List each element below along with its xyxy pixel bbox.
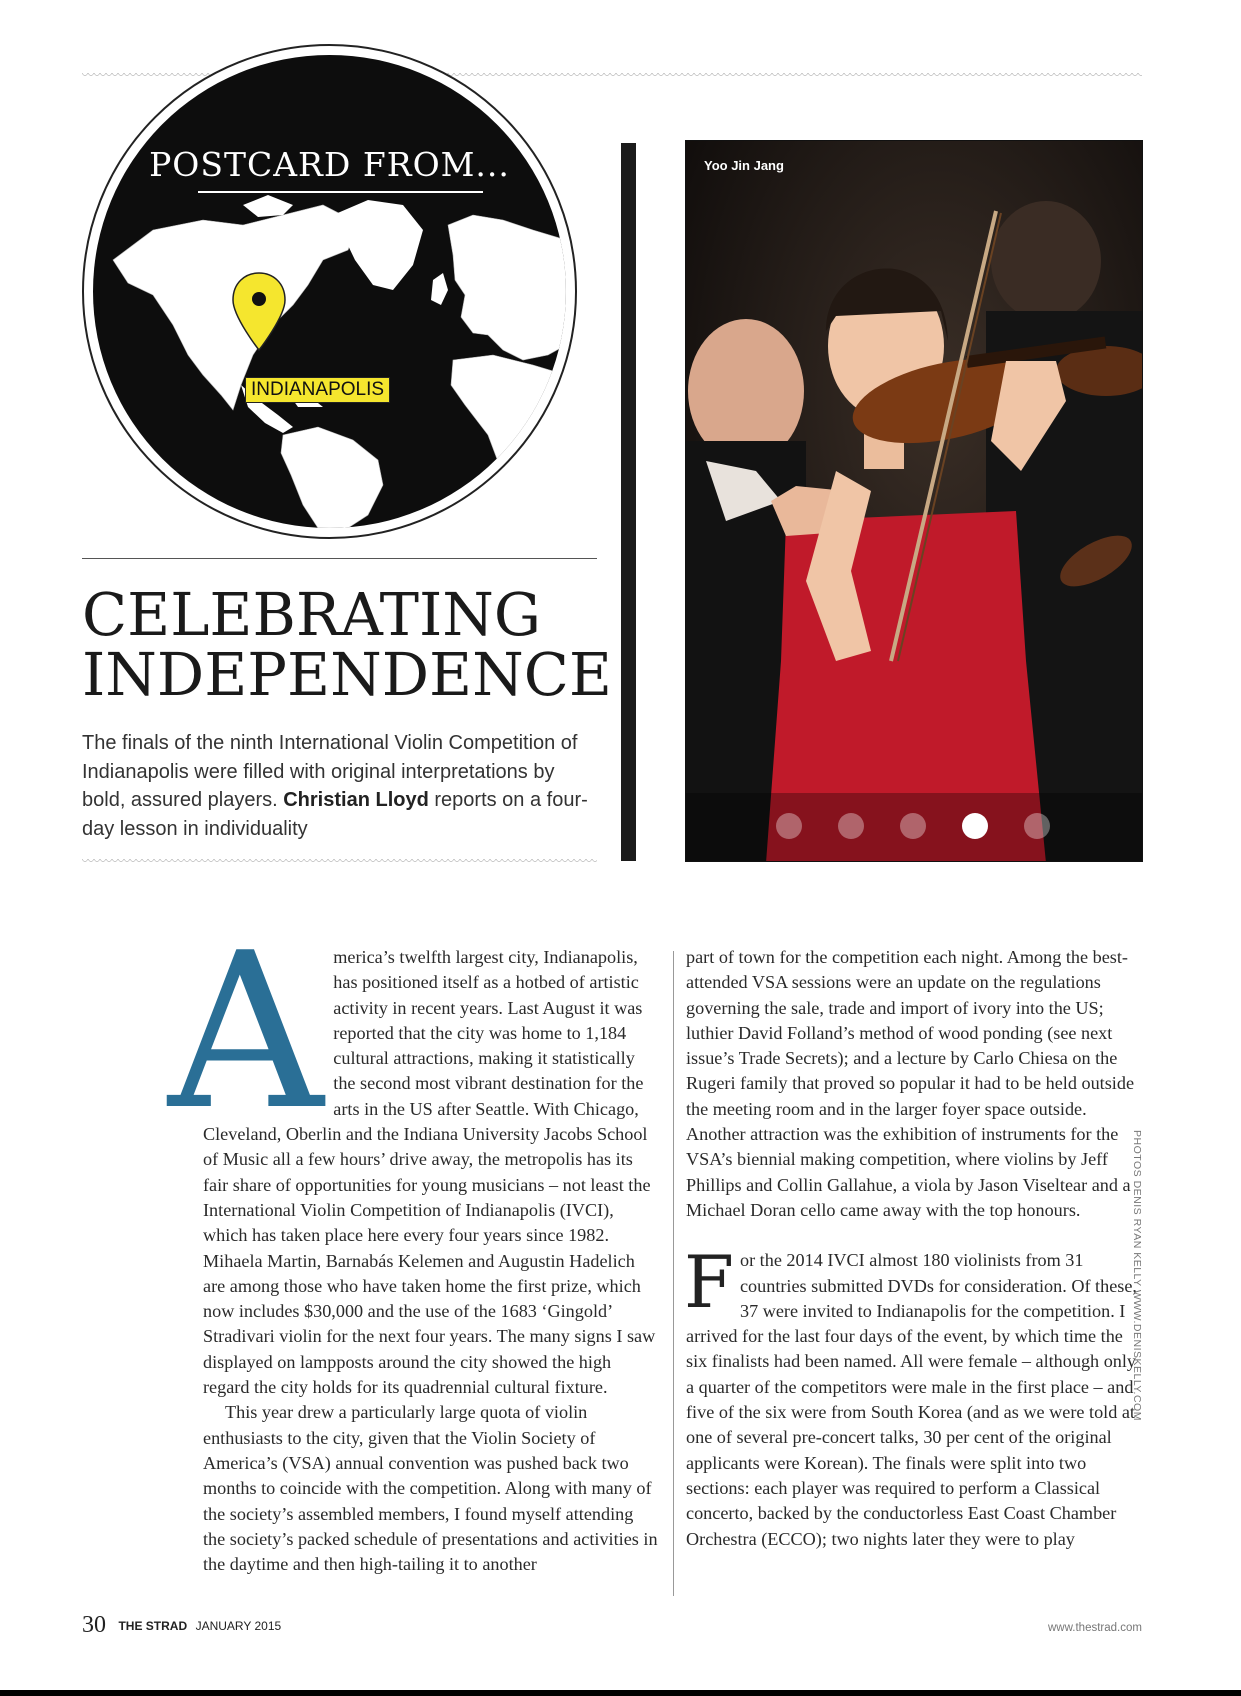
page-footer: [82, 1612, 281, 1639]
postcard-title: POSTCARD FROM...: [149, 145, 510, 184]
world-map: [93, 55, 566, 528]
paragraph-2: This year drew a particularly large quota of violin enthusiasts to the city, given that the Violin Society of America’s (VSA) annual convention was pushed back two months to coincide with the competition. Along with many of the society’s assembled members, I found myself attending the society’s packed schedule of presentations and activities in the daytime and then high-tailing it to another: [203, 1402, 658, 1575]
postcard-globe: [82, 44, 577, 539]
photo-credit: PHOTOS DENIS RYAN KELLY WWW.DENISKELLY.COM: [1131, 1130, 1143, 1421]
magazine-name: THE STRAD: [118, 1618, 188, 1633]
headline-line-1: CELEBRATING: [82, 580, 542, 649]
column-rule: [673, 951, 674, 1596]
standfirst-wavy-rule: [82, 859, 597, 865]
standfirst-text: The finals of the ninth International Violin Competition of Indianapolis were filled with original interpretations by bold, assured players.: [82, 732, 578, 811]
body-column-1: [168, 906, 658, 1577]
article-headline: [82, 580, 622, 709]
slide-dot-4-active[interactable]: [962, 813, 988, 839]
paragraph-3: part of town for the competition each night. Among the best-attended VSA sessions were an update on the regulations governing the sale, trade and import of ivory into the US; luthier David Folland’s method of wood ponding (see next issue’s Trade Secrets); and a lecture by Carlo Chiesa on the Rugeri family that proved so popular it had to be held outside the meeting room and in the larger foyer space outside. Another attraction was the exhibition of instruments for the VSA’s biennial making competition, where violins by Jeff Phillips and Collin Gallahue, a viola by Jason Viseltear and a Michael Doran cello came away with the top honours.: [686, 947, 1135, 1220]
standfirst: [82, 729, 602, 843]
violinist-photo: [686, 141, 1143, 862]
world-map-graphic: [93, 55, 566, 528]
paragraph-gap: [686, 1223, 1138, 1248]
vertical-divider-bar: [621, 143, 636, 861]
city-label: INDIANAPOLIS: [245, 377, 390, 403]
bottom-edge-band: [0, 1690, 1241, 1696]
slide-dot-2[interactable]: [838, 813, 864, 839]
paragraph-1-text: merica’s twelfth largest city, Indianapolis, has positioned itself as a hotbed of artistic activity in recent years. Last August it was reported that the city was home to 1,184 cultural attractions, making it statistically the second most vibrant destination for the arts in the US after Seattle. With Chicago, Cleveland, Oberlin and the Indiana University Jacobs School of Music all a few hours’ drive away, the metropolis has its fair share of opportunities for young musicians – not least the International Violin Competition of Indianapolis (IVCI), which has taken place here every four years since 1982. Mihaela Martin, Barnabás Kelemen and Augustin Hadelich are among those who have taken home the first prize, which now includes $30,000 and the use of the 1683 ‘Gingold’ Stradivari violin for the next four years. The many signs I saw displayed on lampposts around the city showed the high regard the city holds for its quadrennial cultural fixture.: [203, 947, 656, 1398]
paragraph-4: [684, 1240, 1138, 1552]
website-link[interactable]: www.thestrad.com: [1048, 1622, 1142, 1634]
drop-cap-a: A: [168, 906, 324, 1157]
headline-rule: [82, 558, 597, 559]
page-number: 30: [82, 1612, 106, 1638]
paragraph-1: [168, 906, 658, 1400]
issue-date: JANUARY 2015: [195, 1618, 282, 1633]
slide-dot-5[interactable]: [1024, 813, 1050, 839]
author-name: Christian Lloyd: [283, 789, 429, 811]
slide-dot-1[interactable]: [776, 813, 802, 839]
photo-slideshow[interactable]: [685, 140, 1143, 862]
photo-caption: Yoo Jin Jang: [704, 158, 784, 173]
body-column-2: [686, 945, 1138, 1552]
standfirst-end: reports on a four-day lesson in individuality: [82, 789, 588, 840]
headline-line-2: INDEPENDENCE: [82, 640, 612, 709]
slide-dot-3[interactable]: [900, 813, 926, 839]
slideshow-dots: [686, 793, 1142, 861]
drop-cap-f: F: [684, 1240, 734, 1325]
paragraph-4-text: or the 2014 IVCI almost 180 violinists from 31 countries submitted DVDs for consideration. Of these, 37 were invited to Indianapolis for the competition. I arrived for the last four days of the event, by which time the six finalists had been named. All were female – although only a quarter of the competitors were male in the first place – and five of the six were from South Korea (and as we were told at one of several pre-concert talks, 30 per cent of the original applicants were Korean). The finals were split into two sections: each player was required to perform a Classical concerto, backed by the conductorless East Coast Chamber Orchestra (ECCO); two nights later they were to play: [686, 1250, 1137, 1549]
postcard-title-underline: [198, 191, 483, 193]
